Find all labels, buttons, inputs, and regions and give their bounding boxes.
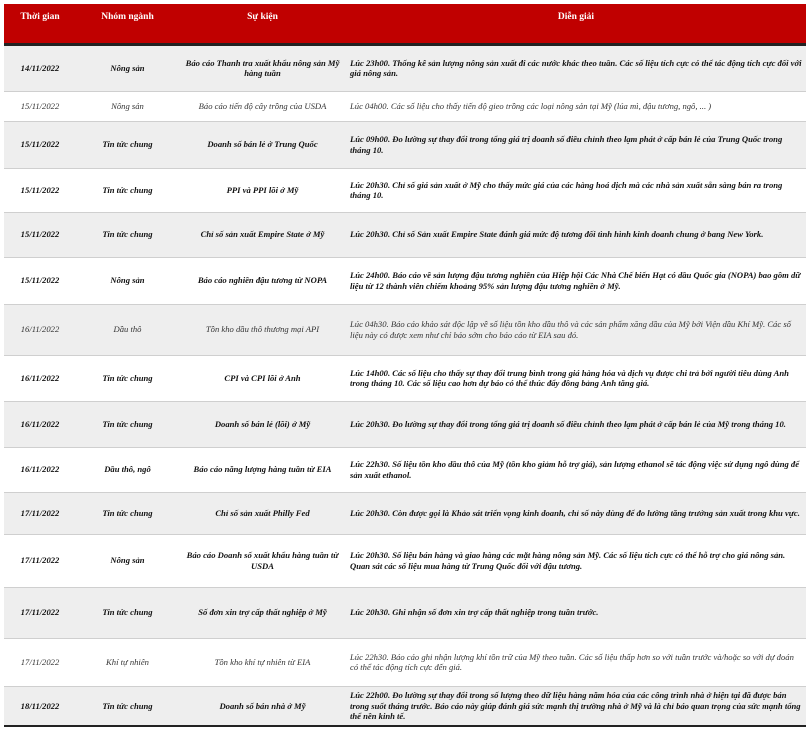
row-group: Nông sản xyxy=(111,100,144,111)
row-group: Tin tức chung xyxy=(102,507,153,518)
row-event: Doanh số bán lẻ (lõi) ở Mỹ xyxy=(214,418,311,429)
table-row xyxy=(4,401,806,447)
row-group: Nông sản xyxy=(110,555,145,566)
table-row xyxy=(4,168,806,212)
row-date: 17/11/2022 xyxy=(20,656,60,667)
row-date: 15/11/2022 xyxy=(20,184,60,195)
row-date: 15/11/2022 xyxy=(20,100,60,111)
row-event: Doanh số bán nhà ở Mỹ xyxy=(219,700,306,711)
header-desc: Diễn giải xyxy=(557,12,595,22)
row-event: Tồn kho dầu thô thương mại API xyxy=(205,324,320,335)
row-date: 16/11/2022 xyxy=(20,418,60,429)
row-event: Báo cáo Doanh số xuất khẩu hàng tuần từ USDA xyxy=(186,550,339,571)
row-date: 18/11/2022 xyxy=(20,700,60,711)
header-group: Nhóm ngành xyxy=(101,12,154,22)
row-group: Tin tức chung xyxy=(102,418,153,429)
table-row xyxy=(4,447,806,492)
row-group: Nông sản xyxy=(110,275,145,286)
row-event: Báo cáo nghiền đậu tương từ NOPA xyxy=(197,275,328,286)
table-row xyxy=(4,686,806,726)
row-date: 14/11/2022 xyxy=(20,62,60,73)
table-row xyxy=(4,257,806,304)
event-calendar-table xyxy=(4,4,806,727)
row-desc: Lúc 04h30. Báo cáo khảo sát độc lập về số liệu tồn kho dầu thô và các sản phẩm xăng dầu của Mỹ bởi Viện dầu Khí Mỹ. Các số liệu này có được xem như chỉ báo sớm cho báo cáo từ EIA sau đó. xyxy=(350,319,791,340)
row-group: Tin tức chung xyxy=(102,372,153,383)
row-event: Doanh số bán lẻ ở Trung Quốc xyxy=(207,139,318,150)
row-event: Chỉ số sản xuất Philly Fed xyxy=(215,507,310,518)
table-row xyxy=(4,44,806,91)
header-row xyxy=(4,4,806,44)
table-header xyxy=(4,4,806,44)
row-event: Báo cáo năng lượng hàng tuần từ EIA xyxy=(193,464,332,475)
row-desc: Lúc 20h30. Còn được gọi là Khảo sát triển vọng kinh doanh, chỉ số này dùng để đo lường tăng trưởng sản xuất trong khu vực. xyxy=(350,507,800,518)
row-desc: Lúc 20h30. Chỉ số Sản xuất Empire State đánh giá mức độ tương đối tình hình kinh doanh chung ở bang New York. xyxy=(350,229,764,240)
row-group: Dầu thô, ngô xyxy=(104,464,151,475)
row-desc: Lúc 09h00. Đo lường sự thay đổi trong tổng giá trị doanh số điều chỉnh theo lạm phát ở cấp bán lẻ của Trung Quốc trong tháng 10. xyxy=(350,134,783,155)
row-group: Tin tức chung xyxy=(102,184,153,195)
table-row xyxy=(4,534,806,587)
row-event: CPI và CPI lõi ở Anh xyxy=(224,372,301,383)
row-desc: Lúc 20h30. Chỉ số giá sản xuất ở Mỹ cho thấy mức giá của các hàng hoá dịch mà các nhà sản xuất sẵn sàng bán ra trong tháng 10. xyxy=(350,179,783,200)
row-date: 15/11/2022 xyxy=(20,229,60,240)
row-date: 17/11/2022 xyxy=(20,507,60,518)
row-event: Báo cáo Thanh tra xuất khẩu nông sản Mỹ hàng tuần xyxy=(185,57,340,78)
row-desc: Lúc 20h30. Đo lường sự thay đổi trong tổng giá trị doanh số điều chỉnh theo lạm phát ở cấp bán lẻ của Mỹ trong tháng 10. xyxy=(350,418,786,429)
row-desc: Lúc 22h30. Báo cáo ghi nhận lượng khí tồn trữ của Mỹ theo tuần. Các số liệu thấp hơn so với tuần trước và/hoặc so với dự đoán có thể tác động tích cực đến giá. xyxy=(350,651,794,672)
row-group: Nông sản xyxy=(110,62,145,73)
table-row xyxy=(4,121,806,168)
row-desc: Lúc 20h30. Số liệu bán hàng và giao hàng các mặt hàng nông sản Mỹ. Các số liệu tích cực có thể hỗ trợ cho giá nông sản. Quan sát các số liệu mua hàng từ Trung Quốc đối với đậu tương. xyxy=(350,550,786,571)
row-group: Tin tức chung xyxy=(102,139,153,150)
row-date: 16/11/2022 xyxy=(20,464,60,475)
row-desc: Lúc 22h30. Số liệu tồn kho dầu thô của Mỹ (tồn kho giảm hỗ trợ giá), sản lượng ethanol sẽ tác động việc sử dụng ngô dùng để sản xuất ethanol. xyxy=(350,459,800,480)
row-date: 15/11/2022 xyxy=(20,139,60,150)
row-event: Báo cáo tiến độ cây trồng của USDA xyxy=(198,100,327,111)
row-date: 15/11/2022 xyxy=(20,275,60,286)
table-body xyxy=(4,44,806,726)
row-desc: Lúc 20h30. Ghi nhận số đơn xin trợ cấp thất nghiệp trong tuần trước. xyxy=(350,607,599,618)
table-row xyxy=(4,212,806,257)
table-row xyxy=(4,638,806,686)
row-group: Tin tức chung xyxy=(102,229,153,240)
row-group: Dầu thô xyxy=(113,324,142,335)
row-date: 16/11/2022 xyxy=(20,372,60,383)
row-desc: Lúc 04h00. Các số liệu cho thấy tiến độ gieo trồng các loại nông sản tại Mỹ (lúa mì, đậu tương, ngô, ... ) xyxy=(350,100,712,111)
row-event: Chỉ số sản xuất Empire State ở Mỹ xyxy=(200,229,325,240)
table-row xyxy=(4,587,806,638)
table-row xyxy=(4,304,806,355)
row-desc: Lúc 24h00. Báo cáo về sản lượng đậu tương nghiền của Hiệp hội Các Nhà Chế biến Hạt có dầu Quốc gia (NOPA) bao gồm dữ liệu từ 12 thành viên chiếm khoảng 95% sản lượng đậu tương nghiền ở Mỹ. xyxy=(350,270,801,291)
header-event: Sự kiện xyxy=(247,12,278,22)
row-date: 16/11/2022 xyxy=(20,324,60,335)
table-row xyxy=(4,492,806,534)
table-row xyxy=(4,91,806,121)
row-group: Tin tức chung xyxy=(102,607,153,618)
row-event: Tồn kho khí tự nhiên từ EIA xyxy=(214,656,311,667)
row-date: 17/11/2022 xyxy=(20,607,60,618)
row-date: 17/11/2022 xyxy=(20,555,60,566)
row-group: Tin tức chung xyxy=(102,700,153,711)
row-desc: Lúc 14h00. Các số liệu cho thấy sự thay đổi trung bình trong giá hàng hóa và dịch vụ được chi trả bởi người tiêu dùng Anh trong tháng 10. Các số liệu cao hơn dự báo có thể thúc đẩy đồng bảng Anh tăng giá. xyxy=(350,367,789,388)
header-date: Thời gian xyxy=(20,12,60,22)
table-row xyxy=(4,355,806,401)
row-desc: Lúc 23h00. Thống kê sản lượng nông sản xuất đi các nước khác theo tuần. Các số liệu tích cực có thể tác động tích cực đối với giá nông sản. xyxy=(350,57,802,78)
row-group: Khí tự nhiên xyxy=(106,656,149,667)
row-desc: Lúc 22h00. Đo lường sự thay đổi trong số lượng theo dữ liệu hàng năm hóa của các công trình nhà ở hiện tại đã được bán trong suốt tháng trước. Báo cáo này giúp đánh giá sức mạnh thị trường nhà ở Mỹ và là chỉ báo quan trọng của sức mạnh tổng thể nền kinh tế. xyxy=(350,690,801,721)
row-event: PPI và PPI lõi ở Mỹ xyxy=(226,184,299,195)
row-event: Số đơn xin trợ cấp thất nghiệp ở Mỹ xyxy=(198,607,327,618)
